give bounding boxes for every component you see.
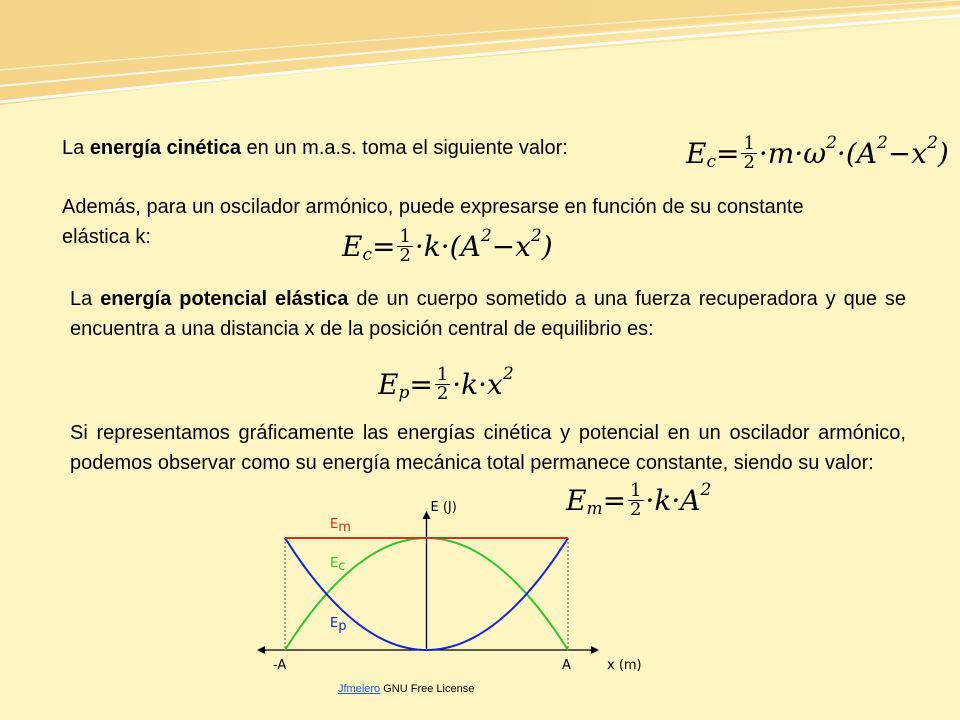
image-credit	[338, 683, 474, 695]
f3-lhs: E	[378, 368, 399, 401]
series-label-em-sub: m	[338, 520, 351, 535]
series-label-ep	[330, 616, 346, 634]
f2-rest: ·k·(A	[414, 230, 481, 263]
x-tick-label-a: A	[562, 658, 571, 673]
y-axis-label: E (J)	[430, 500, 457, 515]
series-label-ep-main: E	[330, 616, 339, 631]
f2-close: )	[541, 230, 553, 263]
potential-pre: La	[70, 288, 101, 310]
f3-lhs-sub: p	[398, 382, 410, 403]
f3-rest: ·k·x	[452, 368, 503, 401]
f2-eq: =	[371, 230, 396, 263]
series-label-ec-sub: c	[338, 559, 346, 574]
potential-energy-paragraph	[70, 284, 906, 344]
y-axis-arrow	[423, 511, 431, 519]
f1-close: )	[937, 137, 949, 170]
potential-post: de un cuerpo sometido a una fuerza recuperadora y que se encuentra a una distancia x de la posición central de equilibrio es:	[70, 288, 906, 340]
f4-lhs-sub: m	[586, 498, 603, 519]
kinetic-energy-formula-k	[342, 225, 553, 266]
f2-tail: −x	[491, 230, 531, 263]
credit-link[interactable]: Jfmelero	[338, 683, 381, 695]
f1-lhs: E	[686, 137, 707, 170]
x-tick-label-neg-a: -A	[273, 658, 287, 673]
f2-fraction	[397, 228, 412, 265]
f4-lhs: E	[566, 484, 587, 517]
f2-num: 1	[399, 226, 411, 247]
credit-text: GNU Free License	[380, 683, 475, 695]
f1-tail2: −x	[887, 137, 928, 170]
series-label-ep-sub: p	[338, 619, 347, 634]
series-label-em-main: E	[330, 517, 339, 532]
f1-eq: =	[715, 137, 740, 170]
f2-lhs: E	[342, 230, 363, 263]
potential-energy-formula	[378, 363, 514, 404]
f3-rest-sup: 2	[502, 363, 514, 384]
f1-lhs-sub: c	[706, 151, 716, 172]
kinetic-energy-intro	[62, 133, 682, 163]
x-axis-arrow-left	[257, 646, 265, 654]
f3-eq: =	[409, 368, 433, 401]
kinetic-intro-pre: La	[62, 137, 90, 159]
x-axis-label: x (m)	[607, 658, 642, 673]
f4-rest: ·k·A	[645, 484, 701, 517]
f1-tail-sup: 2	[876, 132, 888, 153]
f2-rest-sup: 2	[480, 225, 492, 246]
f3-num: 1	[436, 364, 449, 385]
f4-rest-sup: 2	[700, 479, 712, 500]
f2-tail-sup: 2	[530, 225, 542, 246]
graph-description-text: Si representamos gráficamente las energías cinética y potencial en un oscilador armónico, podemos observar como su energía mecánica total permanece constante, siendo su valor:	[70, 422, 906, 474]
f4-den: 2	[630, 499, 642, 520]
graph-description-paragraph	[70, 418, 906, 478]
f2-den: 2	[399, 245, 411, 266]
kinetic-intro-bold: energía cinética	[89, 137, 241, 159]
f4-num: 1	[630, 480, 642, 501]
f4-eq: =	[602, 484, 627, 517]
f1-rest: ·m·ω	[758, 137, 827, 170]
chart-axes	[257, 511, 599, 654]
potential-bold: energía potencial elástica	[100, 288, 349, 310]
series-label-ec-main: E	[330, 556, 339, 571]
series-label-em	[330, 517, 351, 535]
energy-chart	[255, 495, 675, 685]
x-axis-arrow-right	[591, 646, 599, 654]
f1-fraction	[741, 135, 756, 172]
kinetic-intro-post: en un m.a.s. toma el siguiente valor:	[241, 137, 568, 159]
f1-rest-sup: 2	[826, 132, 837, 153]
decorative-header-swoosh	[0, 0, 960, 120]
f1-num: 1	[743, 133, 755, 154]
series-label-ec	[330, 556, 345, 574]
f2-lhs-sub: c	[362, 244, 372, 265]
elastic-constant-text: Además, para un oscilador armónico, puede expresarse en función de su constante elástica k:	[62, 196, 804, 248]
f3-den: 2	[436, 383, 449, 404]
f1-tail: ·(A	[836, 137, 877, 170]
f1-tail2-sup: 2	[927, 132, 938, 153]
f3-fraction	[435, 366, 450, 403]
chart-text	[273, 500, 642, 673]
f1-den: 2	[743, 152, 755, 173]
kinetic-energy-formula-omega	[686, 132, 949, 173]
